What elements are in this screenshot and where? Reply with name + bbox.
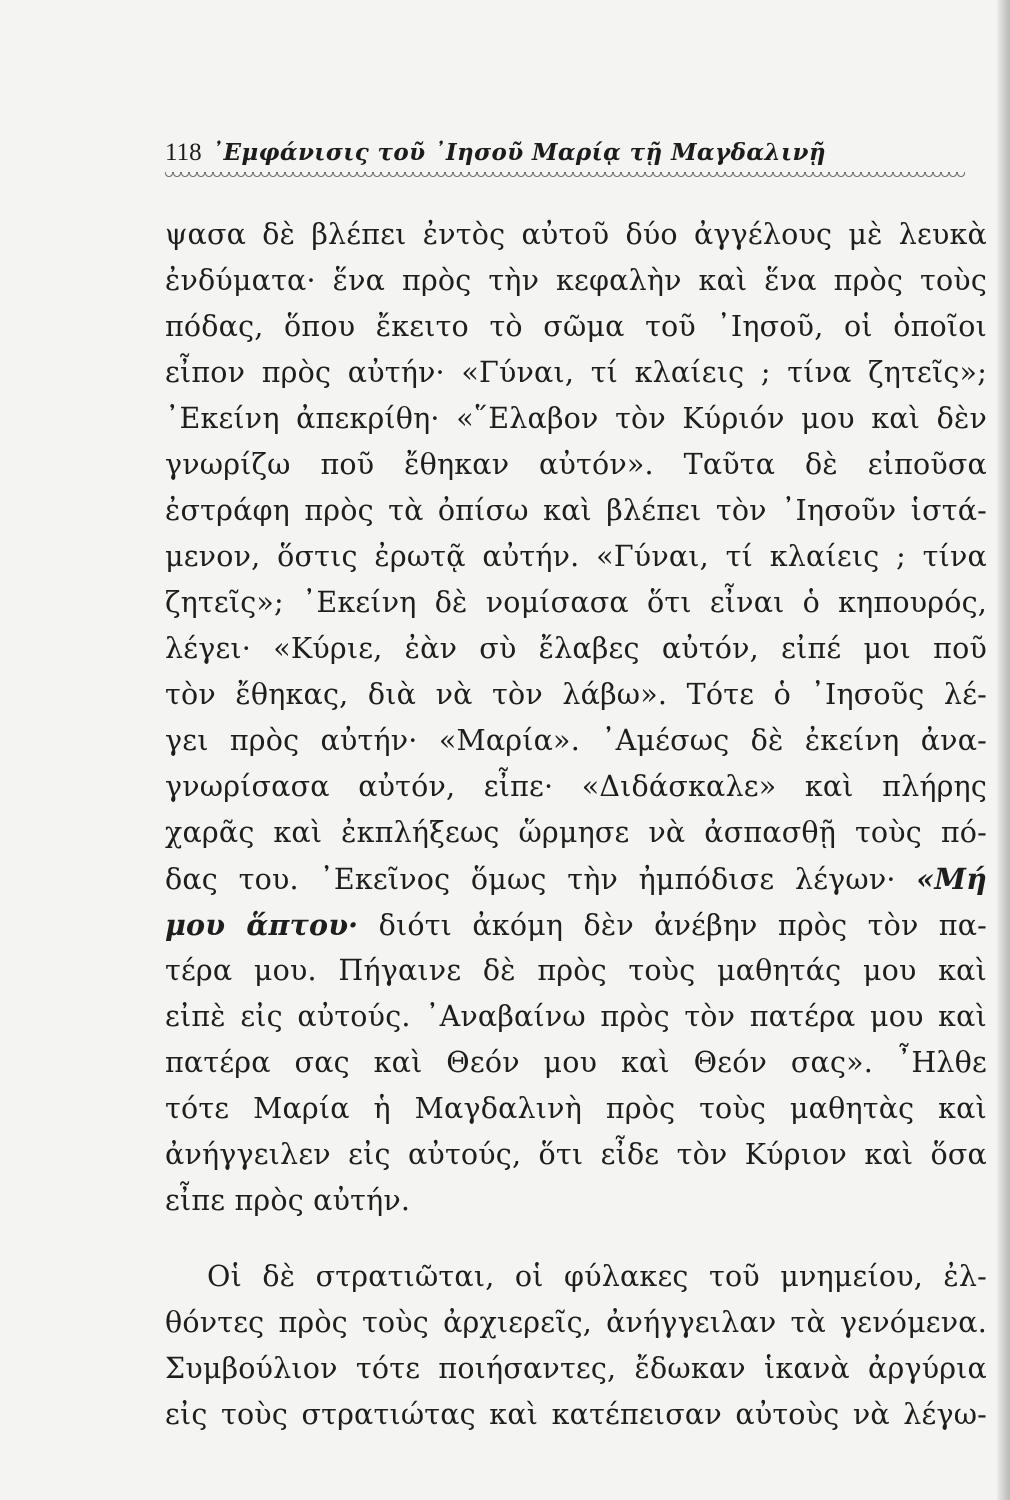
emphasized-quote: μου ἅπτου· bbox=[165, 908, 359, 942]
text-line: λέγει· «Κύριε, ἐὰν σὺ ἔλαβες αὐτόν, εἰπέ μοι ποῦ bbox=[165, 632, 987, 665]
text-line: εἰπὲ εἰς αὐτούς. ᾽Αναβαίνω πρὸς τὸν πατέρα μου καὶ bbox=[165, 1000, 987, 1033]
text-line-end: διότι ἀκόμη δὲν ἀνέβην πρὸς τὸν πα- bbox=[378, 909, 987, 942]
text-line: Συμβούλιον τότε ποιήσαντες, ἔδωκαν ἱκανὰ ἀργύρια bbox=[165, 1352, 987, 1385]
text-line: γει πρὸς αὐτήν· «Μαρία». ᾽Αμέσως δὲ ἐκείνη ἀνα- bbox=[165, 724, 987, 757]
text-line: μενον, ὅστις ἐρωτᾷ αὐτήν. «Γύναι, τί κλαίεις ; τίνα bbox=[165, 540, 987, 573]
body-text bbox=[165, 212, 987, 1438]
emphasized-quote: «Μή bbox=[916, 862, 988, 896]
text-line: ἐστράφη πρὸς τὰ ὀπίσω καὶ βλέπει τὸν ᾽Ιησοῦν ἱστά- bbox=[165, 494, 987, 527]
text-line bbox=[165, 902, 987, 948]
paragraph-1 bbox=[165, 212, 987, 1224]
text-line: ἀνήγγειλεν εἰς αὐτούς, ὅτι εἶδε τὸν Κύριον καὶ ὅσα bbox=[165, 1138, 987, 1171]
text-line: ἐνδύματα· ἕνα πρὸς τὴν κεφαλὴν καὶ ἕνα πρὸς τοὺς bbox=[165, 264, 987, 297]
text-line: γνωρίζω ποῦ ἔθηκαν αὐτόν». Ταῦτα δὲ εἰποῦσα bbox=[165, 448, 987, 481]
text-line: εἶπον πρὸς αὐτήν· «Γύναι, τί κλαίεις ; τίνα ζητεῖς»; bbox=[165, 356, 987, 389]
header-wavy-rule bbox=[165, 172, 965, 180]
text-line bbox=[165, 856, 987, 902]
text-line: πατέρα σας καὶ Θεόν μου καὶ Θεόν σας». ῏Ηλθε bbox=[165, 1046, 987, 1079]
text-line: τέρα μου. Πήγαινε δὲ πρὸς τοὺς μαθητάς μου καὶ bbox=[165, 954, 987, 987]
running-title: ᾽Εμφάνισις τοῦ ᾽Ιησοῦ Μαρίᾳ τῇ Μαγδαλινῇ bbox=[211, 139, 826, 166]
text-line: τότε Μαρία ἡ Μαγδαλινὴ πρὸς τοὺς μαθητὰς καὶ bbox=[165, 1092, 987, 1125]
text-line: πόδας, ὅπου ἔκειτο τὸ σῶμα τοῦ ᾽Ιησοῦ, οἱ ὁποῖοι bbox=[165, 310, 987, 343]
text-line: τὸν ἔθηκας, διὰ νὰ τὸν λάβω». Τότε ὁ ᾽Ιησοῦς λέ- bbox=[165, 678, 987, 711]
page-spine-shadow bbox=[996, 0, 1010, 1500]
text-line: χαρᾶς καὶ ἐκπλήξεως ὥρμησε νὰ ἀσπασθῇ τοὺς πό- bbox=[165, 816, 987, 849]
text-line: Οἱ δὲ στρατιῶται, οἱ φύλακες τοῦ μνημείου, ἐλ- bbox=[207, 1260, 987, 1293]
text-line: εἰς τοὺς στρατιώτας καὶ κατέπεισαν αὐτοὺς νὰ λέγω- bbox=[165, 1398, 987, 1431]
text-line-start: δας του. ᾽Εκεῖνος ὅμως τὴν ἠμπόδισε λέγων· bbox=[165, 863, 896, 896]
text-line: γνωρίσασα αὐτόν, εἶπε· «Διδάσκαλε» καὶ πλήρης bbox=[165, 770, 987, 803]
paragraph-2 bbox=[165, 1254, 987, 1438]
text-line: θόντες πρὸς τοὺς ἀρχιερεῖς, ἀνήγγειλαν τὰ γενόμενα. bbox=[165, 1306, 987, 1339]
text-line: ᾽Εκείνη ἀπεκρίθη· «῞Ελαβον τὸν Κύριόν μου καὶ δὲν bbox=[165, 402, 987, 435]
text-line: εἶπε πρὸς αὐτήν. bbox=[165, 1184, 411, 1217]
text-line: ψασα δὲ βλέπει ἐντὸς αὐτοῦ δύο ἀγγέλους μὲ λευκὰ bbox=[165, 218, 987, 251]
page-number: 118 bbox=[165, 139, 202, 166]
text-line: ζητεῖς»; ᾽Εκείνη δὲ νομίσασα ὅτι εἶναι ὁ κηπουρός, bbox=[165, 586, 987, 619]
running-head bbox=[165, 132, 965, 172]
